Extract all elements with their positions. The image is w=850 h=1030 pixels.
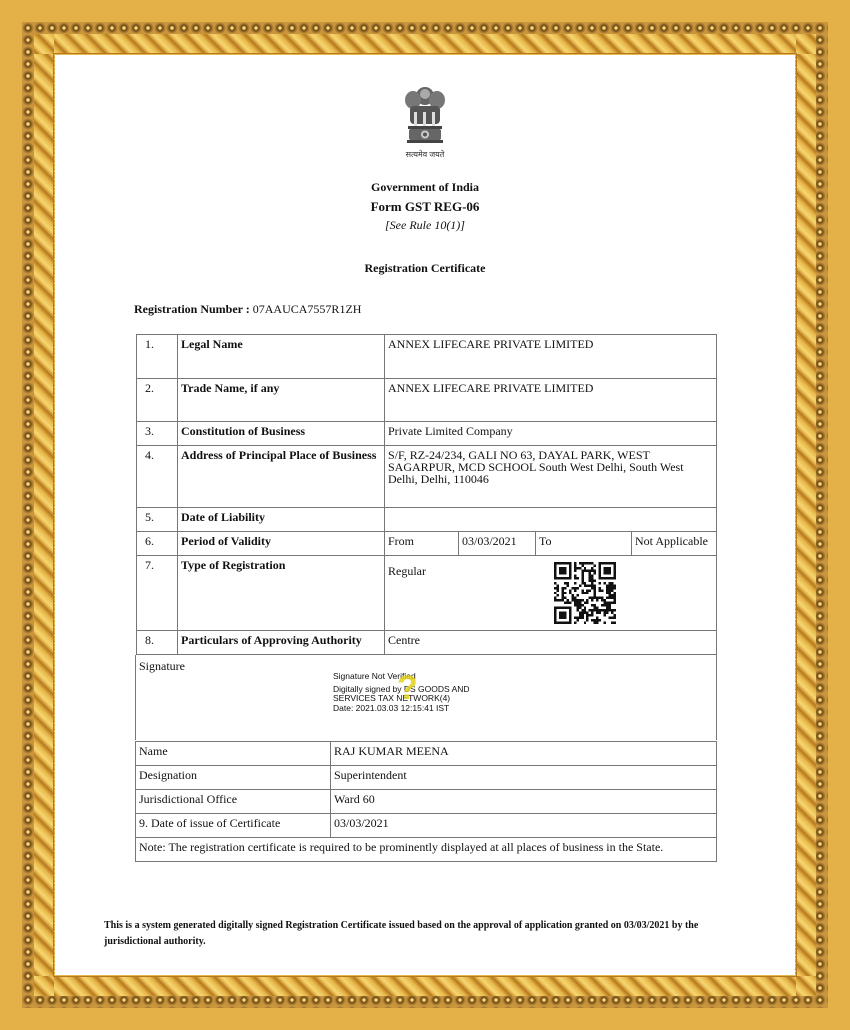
row-number: 4. <box>137 446 178 508</box>
table-row <box>136 790 717 814</box>
designation-label: Designation <box>136 766 331 790</box>
row-label: Particulars of Approving Authority <box>178 631 385 655</box>
row-label: Constitution of Business <box>178 422 385 446</box>
row-number: 6. <box>137 532 178 556</box>
registration-type-value <box>385 556 717 631</box>
table-row <box>137 335 717 379</box>
row-label: Trade Name, if any <box>178 379 385 422</box>
validity-to-value: Not Applicable <box>632 532 717 556</box>
row-label: Legal Name <box>178 335 385 379</box>
registration-number-label: Registration Number : <box>134 302 250 316</box>
jurisdictional-office-value: Ward 60 <box>331 790 717 814</box>
table-row <box>137 556 717 631</box>
officer-name-label: Name <box>136 742 331 766</box>
trade-name-value: ANNEX LIFECARE PRIVATE LIMITED <box>385 379 717 422</box>
constitution-value: Private Limited Company <box>385 422 717 446</box>
row-label: Address of Principal Place of Business <box>178 446 385 508</box>
row-number: 5. <box>137 508 178 532</box>
government-heading: Government of India <box>371 180 479 194</box>
registration-type-text: Regular <box>388 564 426 578</box>
table-row <box>137 631 717 655</box>
signature-line-1: Digitally signed by DS GOODS AND <box>333 683 470 694</box>
table-row <box>136 838 717 862</box>
footer-statement: This is a system generated digitally signed Registration Certificate issued based on the approval of application granted on 03/03/2021 by the jurisdictional authority. <box>104 920 699 947</box>
designation-value: Superintendent <box>331 766 717 790</box>
row-number: 2. <box>137 379 178 422</box>
table-row <box>137 422 717 446</box>
date-of-liability-value <box>385 508 717 532</box>
row-label: Type of Registration <box>178 556 385 631</box>
signature-line-2: SERVICES TAX NETWORK(4) <box>333 693 451 703</box>
validity-from-value: 03/03/2021 <box>459 532 536 556</box>
certificate-title: Registration Certificate <box>364 261 486 275</box>
legal-name-value: ANNEX LIFECARE PRIVATE LIMITED <box>385 335 717 379</box>
table-row <box>136 766 717 790</box>
jurisdictional-office-label: Jurisdictional Office <box>136 790 331 814</box>
row-number: 7. <box>137 556 178 631</box>
form-heading: Form GST REG-06 <box>370 199 480 214</box>
registration-number-value: 07AAUCA7557R1ZH <box>252 302 362 316</box>
table-row <box>137 379 717 422</box>
emblem-motto: सत्यमेव जयते <box>405 150 445 159</box>
officer-name-value: RAJ KUMAR MEENA <box>331 742 717 766</box>
row-number: 3. <box>137 422 178 446</box>
table-row <box>137 508 717 532</box>
table-row <box>136 814 717 838</box>
display-note: Note: The registration certificate is required to be prominently displayed at all places of business in the State. <box>136 838 717 862</box>
signature-status: Signature Not Verified <box>333 671 416 681</box>
qr-code-icon <box>554 562 616 624</box>
row-number: 8. <box>137 631 178 655</box>
rule-reference: [See Rule 10(1)] <box>385 218 465 232</box>
signature-unverified-icon: ? <box>397 669 418 707</box>
validity-from-label: From <box>385 532 459 556</box>
officer-table <box>135 741 717 862</box>
issue-date-label: 9. Date of issue of Certificate <box>136 814 331 838</box>
validity-to-label: To <box>536 532 632 556</box>
details-table <box>136 334 717 655</box>
table-row <box>137 446 717 508</box>
address-value: S/F, RZ-24/234, GALI NO 63, DAYAL PARK, WEST SAGARPUR, MCD SCHOOL South West Delhi, South West Delhi, Delhi, 110046 <box>385 446 717 508</box>
issue-date-value: 03/03/2021 <box>331 814 717 838</box>
signature-line-3: Date: 2021.03.03 12:15:41 IST <box>333 702 450 713</box>
row-label: Period of Validity <box>178 532 385 556</box>
signature-label: Signature <box>139 659 185 673</box>
table-row <box>136 742 717 766</box>
row-number: 1. <box>137 335 178 379</box>
row-label: Date of Liability <box>178 508 385 532</box>
registration-number <box>134 302 361 317</box>
approving-authority-value: Centre <box>385 631 717 655</box>
table-row <box>137 532 717 556</box>
ashoka-emblem-icon <box>402 82 448 146</box>
